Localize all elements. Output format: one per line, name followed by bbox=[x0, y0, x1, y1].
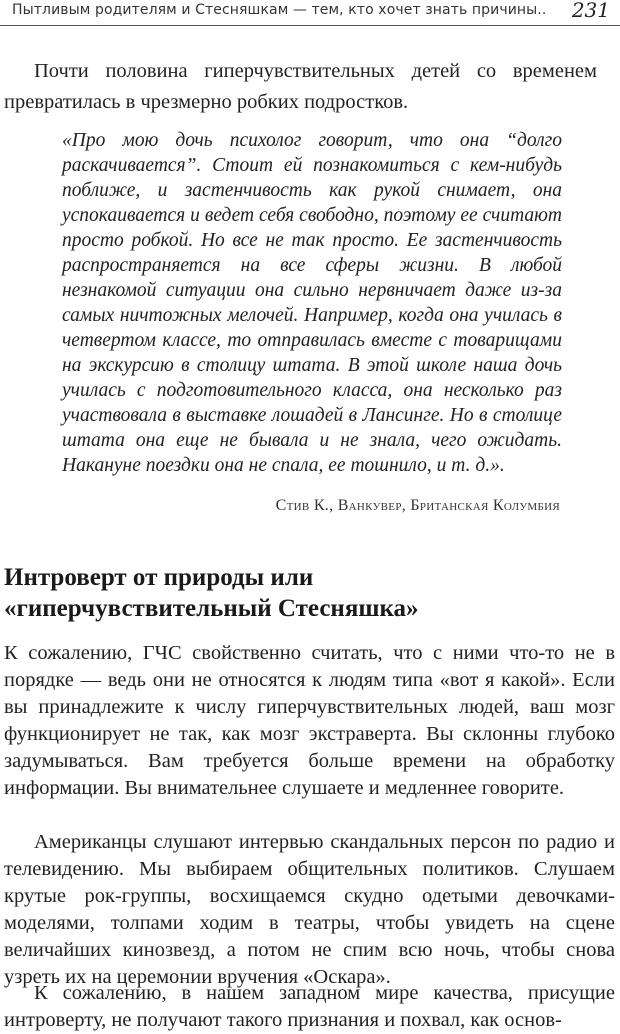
body-paragraph-3: К сожалению, в нашем западном мире качества, присущие интроверту, не получают такого признания и похвал, как основ- bbox=[4, 982, 615, 1031]
running-title: Пытливым родителям и Стесняшкам — тем, кто хочет знать причины.. bbox=[12, 2, 547, 18]
running-header bbox=[0, 0, 620, 26]
quote-attribution: Стив К., Ванкувер, Британская Колумбия bbox=[275, 497, 560, 514]
body-paragraph-1: К сожалению, ГЧС свойственно считать, что с ними что-то не в порядке — ведь они не относятся к людям типа «вот я какой». Если вы принадлежите к числу гиперчувствительных людей, ваш мозг функционирует не так, как мозг экстраверта. Вы склонны глубоко задумываться. Вам требуется больше времени на обработку информации. Вы внимательнее слушаете и медленнее говорите. bbox=[4, 642, 615, 799]
header-rule bbox=[0, 25, 620, 26]
section-heading bbox=[4, 562, 604, 624]
section-heading-line-1: Интроверт от природы или bbox=[4, 564, 314, 591]
block-quote: «Про мою дочь психолог говорит, что она “долго раскачивается”. Стоит ей познакомиться с кем-нибудь поближе, и застенчивость как рукой снимает, она успокаивается и ведет себя свободно, поэтому ее считают просто робкой. Но все не так просто. Ее застенчивость распространяется на все сферы жизни. В любой незнакомой ситуации она сильно нервничает даже из-за самых ничтожных мелочей. Например, когда она училась в четвертом классе, то отправилась вместе с товарищами на экскурсию в столицу штата. В этой школе наша дочь училась с подготовительного класса, она несколько раз участвовала в выставке лошадей в Лансинге. Но в столице штата она еще не бывала и не знала, чего ожидать. Накануне поездки она не спала, ее тошнило, и т. д.». bbox=[62, 130, 562, 476]
body-paragraph-2: Американцы слушают интервью скандальных персон по радио и телевидению. Мы выбираем общительных политиков. Слушаем крутые рок-группы, восхищаемся скудно одетыми девочками-моделями, толпами ходим в театры, чтобы увидеть на сцене величайших кинозвезд, а потом не спим всю ночь, чтобы снова узреть их на церемонии вручения «Оскара». bbox=[4, 831, 615, 988]
page-number: 231 bbox=[571, 0, 610, 22]
lead-paragraph: Почти половина гиперчувствительных детей со временем превратилась в чрезмерно робких подростков. bbox=[4, 60, 597, 113]
section-heading-line-2: «гиперчувствительный Стесняшка» bbox=[4, 595, 419, 622]
